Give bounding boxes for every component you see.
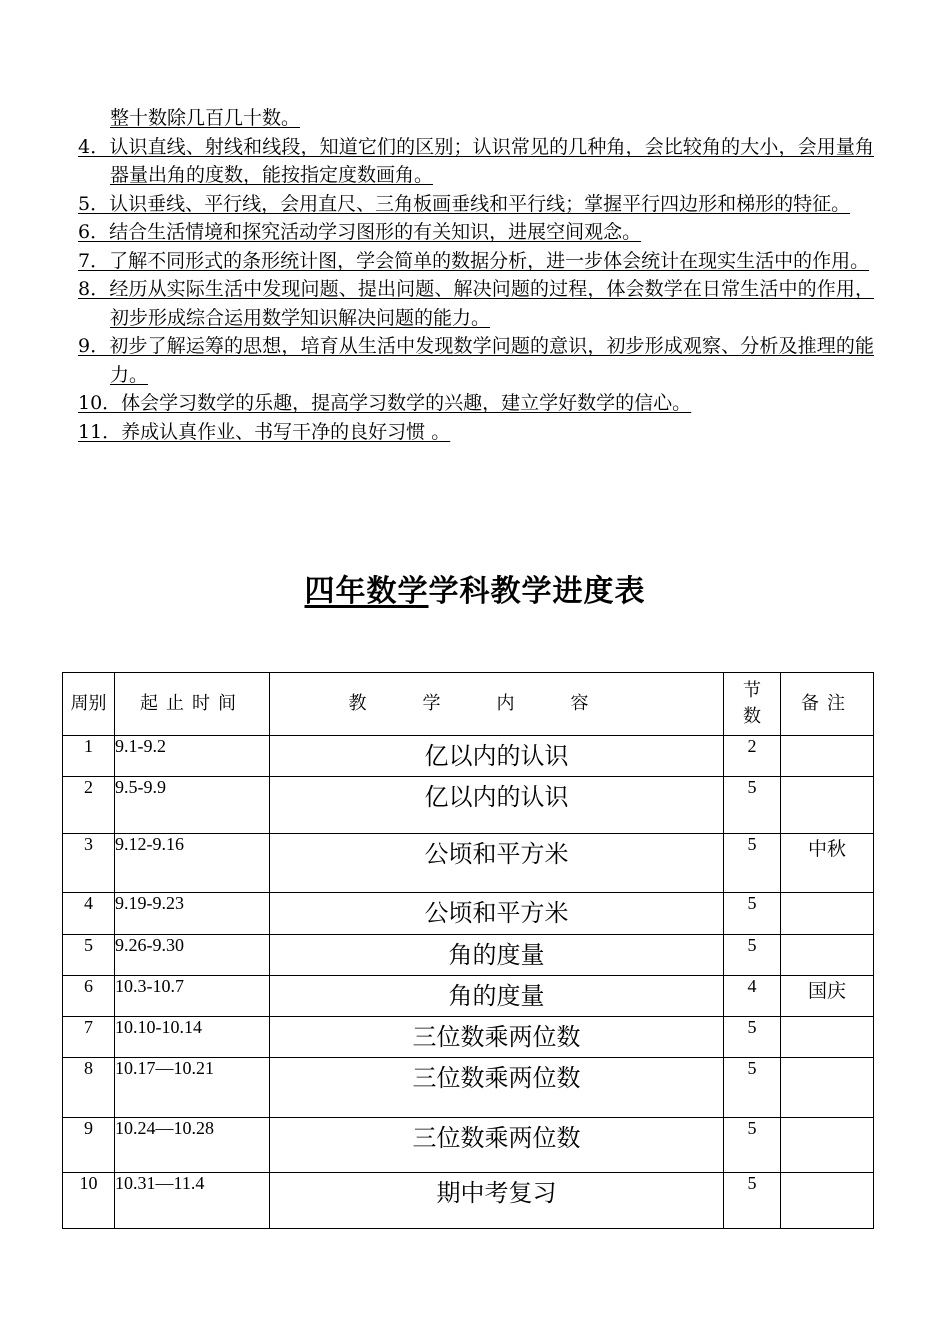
title-rest: 学科教学进度表 [428,574,646,609]
table-row [63,1118,874,1173]
cell-dates: 10.24—10.28 [115,1118,270,1173]
table-row [63,777,874,834]
cell-content: 亿以内的认识 [270,777,724,834]
cell-dates: 9.5-9.9 [115,777,270,834]
table-row [63,834,874,893]
cell-content: 角的度量 [270,935,724,976]
cell-note [781,1118,874,1173]
cell-lessons: 5 [724,935,781,976]
cell-week: 5 [63,935,115,976]
cell-dates: 9.19-9.23 [115,893,270,935]
cell-dates: 10.17—10.21 [115,1058,270,1118]
cell-week: 6 [63,976,115,1017]
cell-dates: 10.31—11.4 [115,1173,270,1229]
cell-content: 公顷和平方米 [270,893,724,935]
goal-item: 6．结合生活情境和探究活动学习图形的有关知识，进展空间观念。 [78,221,642,243]
header-notes: 备注 [781,673,874,736]
cell-content: 期中考复习 [270,1173,724,1229]
cell-lessons: 5 [724,834,781,893]
cell-dates: 10.3-10.7 [115,976,270,1017]
cell-content: 角的度量 [270,976,724,1017]
cell-dates: 9.26-9.30 [115,935,270,976]
cell-week: 9 [63,1118,115,1173]
cell-note [781,736,874,777]
table-row [63,1017,874,1058]
cell-week: 3 [63,834,115,893]
cell-week: 7 [63,1017,115,1058]
cell-note [781,935,874,976]
title-underlined-part: 四年数学 [304,574,429,609]
goal-item: 10．体会学习数学的乐趣，提高学习数学的兴趣，建立学好数学的信心。 [78,392,692,414]
goal-item: 4．认识直线、射线和线段，知道它们的区别；认识常见的几种角，会比较角的大小，会用量角器量出角的度数，能按指定度数画角。 [78,135,874,186]
cell-content: 三位数乘两位数 [270,1118,724,1173]
table-row [63,1173,874,1229]
cell-dates: 9.1-9.2 [115,736,270,777]
cell-week: 2 [63,777,115,834]
cell-dates: 9.12-9.16 [115,834,270,893]
cell-lessons: 2 [724,736,781,777]
cell-dates: 10.10-10.14 [115,1017,270,1058]
cell-note [781,893,874,935]
cell-week: 4 [63,893,115,935]
cell-lessons: 5 [724,1173,781,1229]
cell-lessons: 5 [724,893,781,935]
table-row [63,976,874,1017]
table-header-row [63,673,874,736]
cell-content: 三位数乘两位数 [270,1058,724,1118]
table-row [63,893,874,935]
goal-item: 5．认识垂线、平行线，会用直尺、三角板画垂线和平行线；掌握平行四边形和梯形的特征。 [78,192,851,215]
cell-content: 亿以内的认识 [270,736,724,777]
cell-lessons: 5 [724,1058,781,1118]
goal-item: 11．养成认真作业、书写干净的良好习惯 。 [78,420,451,443]
cell-lessons: 5 [724,777,781,834]
goal-item: 7．了解不同形式的条形统计图，学会简单的数据分析，进一步体会统计在现实生活中的作用。 [78,249,870,272]
cell-note [781,1058,874,1118]
cell-week: 10 [63,1173,115,1229]
schedule-table [62,672,874,1229]
goal-item: 整十数除几百几十数。 [110,107,301,129]
table-row [63,935,874,976]
cell-lessons: 5 [724,1017,781,1058]
header-week: 周别 [63,673,115,736]
cell-content: 公顷和平方米 [270,834,724,893]
cell-note [781,1173,874,1229]
header-dates: 起止时间 [115,673,270,736]
cell-week: 1 [63,736,115,777]
learning-goals-list [78,104,874,446]
header-content: 教学内容 [270,673,724,736]
table-row [63,736,874,777]
cell-note: 中秋 [781,834,874,893]
cell-week: 8 [63,1058,115,1118]
cell-note [781,1017,874,1058]
cell-note: 国庆 [781,976,874,1017]
cell-content: 三位数乘两位数 [270,1017,724,1058]
page-title [0,566,950,610]
cell-lessons: 4 [724,976,781,1017]
goal-item: 8．经历从实际生活中发现问题、提出问题、解决问题的过程，体会数学在日常生活中的作用，初步形成综合运用数学知识解决问题的能力。 [78,278,874,329]
cell-note [781,777,874,834]
header-lessons: 节数 [724,673,781,736]
cell-lessons: 5 [724,1118,781,1173]
table-row [63,1058,874,1118]
goal-item: 9．初步了解运筹的思想，培育从生活中发现数学问题的意识，初步形成观察、分析及推理的能力。 [78,335,874,386]
